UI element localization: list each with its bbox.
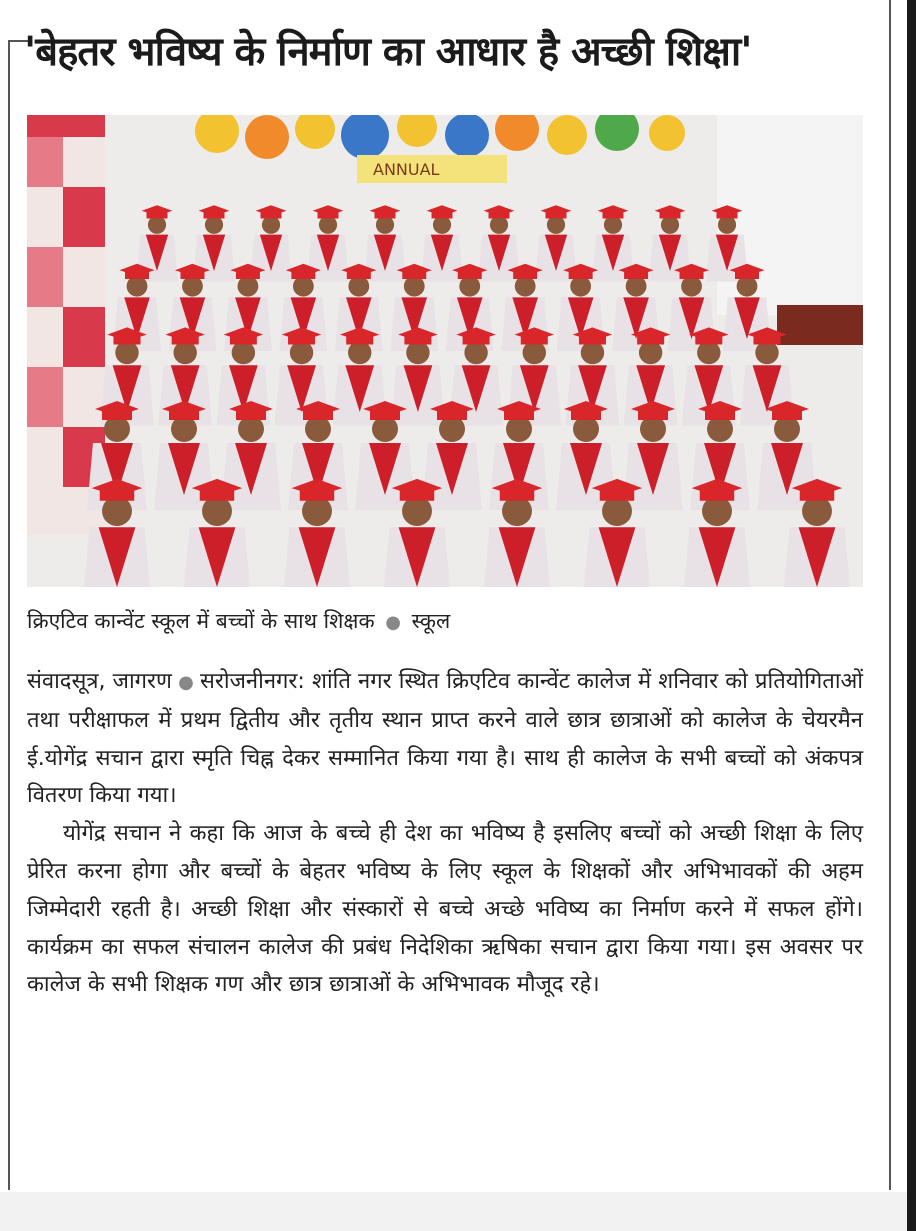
- paragraph-1-text: शांति नगर स्थित क्रिएटिव कान्वेंट कालेज में शनिवार को प्रतियोगिताओं तथा परीक्षाफल में प्रथम द्वितीय और तृतीय स्थान प्राप्त करने वाले छात्र छात्राओं को कालेज के चेयरमैन ई.योगेंद्र सचान द्वारा स्मृति चिह्न देकर सम्मानित किया गया है। साथ ही कालेज के सभी बच्चों को अंकपत्र वितरण किया गया।: [27, 669, 863, 809]
- column-rule-right: [889, 0, 891, 1190]
- article-body: [27, 663, 863, 1004]
- graduation-photo-illustration: [27, 115, 863, 587]
- bullet-icon: ●: [385, 612, 401, 633]
- graduation-photo: [27, 115, 863, 587]
- annual-banner-text: ANNUAL: [373, 160, 440, 179]
- caption-text: क्रिएटिव कान्वेंट स्कूल में बच्चों के साथ शिक्षक: [27, 609, 375, 633]
- backdrop-stage: [777, 305, 863, 345]
- caption-credit: स्कूल: [411, 609, 451, 633]
- dateline-place: सरोजनीनगर:: [200, 669, 305, 694]
- article-paragraph: [27, 663, 863, 815]
- paragraph-2-text: योगेंद्र सचान ने कहा कि आज के बच्चे ही देश का भविष्य है इसलिए बच्चों को अच्छी शिक्षा के लिए प्रेरित करना होगा और बच्चों के बेहतर भविष्य के लिए स्कूल के शिक्षकों और अभिभावकों की अहम जिम्मेदारी रहती है। अच्छी शिक्षा और संस्कारों से बच्चे अच्छे भविष्य का निर्माण करने में सफल होंगे। कार्यक्रम का सफल संचालन कालेज की प्रबंध निदेशिका ऋषिका सचान द्वारा किया गया। इस अवसर पर कालेज के सभी शिक्षक गण और छात्र छात्राओं के अभिभावक मौजूद रहे।: [27, 821, 863, 998]
- article-headline: 'बेहतर भविष्य के निर्माण का आधार है अच्छी शिक्षा': [24, 29, 752, 75]
- page-bottom-margin: [0, 1192, 907, 1231]
- photo-caption: [27, 606, 867, 638]
- dateline-source: संवादसूत्र, जागरण: [27, 669, 172, 694]
- article-paragraph: [27, 815, 863, 1004]
- bullet-icon: ●: [177, 672, 195, 693]
- column-rule-left: [8, 40, 10, 1190]
- page-edge-shadow: [907, 0, 916, 1231]
